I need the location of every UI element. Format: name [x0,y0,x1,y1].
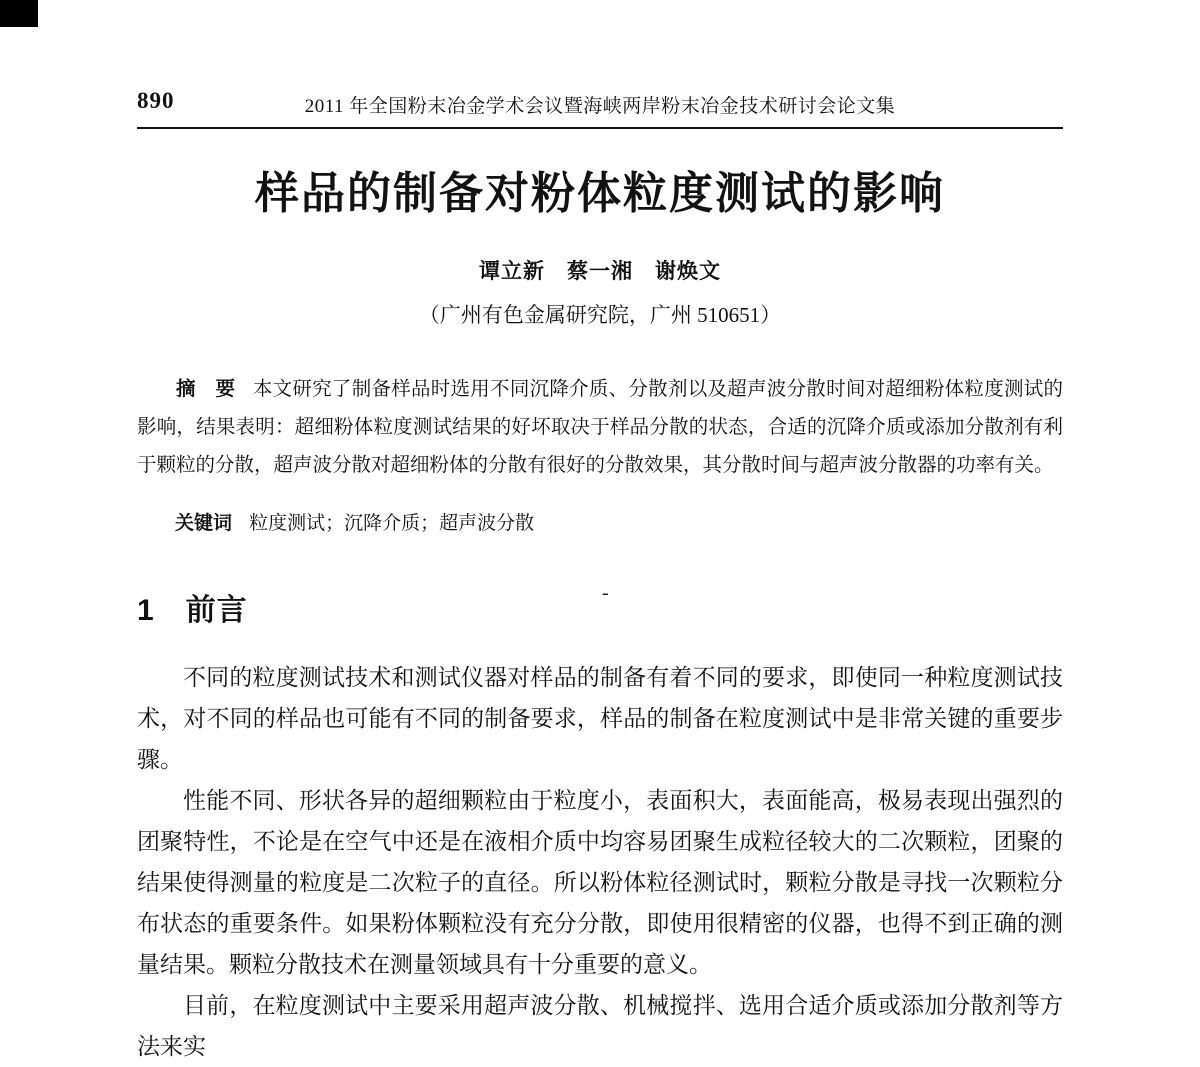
affiliation-line: （广州有色金属研究院，广州 510651） [418,303,782,327]
body-paragraph-2: 性能不同、形状各异的超细颗粒由于粒度小，表面积大，表面能高，极易表现出强烈的团聚特性，不论是在空气中还是在液相介质中均容易团聚生成粒径较大的二次颗粒，团聚的结果使得测量的粒度是二次粒子的直径。所以粉体粒径测试时，颗粒分散是寻找一次颗粒分布状态的重要条件。如果粉体颗粒没有充分分散，即使用很精密的仪器，也得不到正确的测量结果。颗粒分散技术在测量领域具有十分重要的意义。 [137,787,1063,977]
authors-line: 谭立新 蔡一湘 谢焕文 [479,259,721,283]
abstract-paragraph [137,371,1063,485]
paper-title: 样品的制备对粉体粒度测试的影响 [255,169,945,218]
page-header [137,86,1063,120]
header-rule [137,127,1063,129]
abstract-text: 本文研究了制备样品时选用不同沉降介质、分散剂以及超声波分散时间对超细粉体粒度测试的影响，结果表明：超细粉体粒度测试结果的好坏取决于样品分散的状态，合适的沉降介质或添加分散剂有利于颗粒的分散，超声波分散对超细粉体的分散有很好的分散效果，其分散时间与超声波分散器的功率有关。 [137,379,1063,476]
body-paragraph-3: 目前，在粒度测试中主要采用超声波分散、机械搅拌、选用合适介质或添加分散剂等方法来实 [137,992,1063,1059]
body-paragraph-1: 不同的粒度测试技术和测试仪器对样品的制备有着不同的要求，即使同一种粒度测试技术，对不同的样品也可能有不同的制备要求，样品的制备在粒度测试中是非常关键的重要步骤。 [137,664,1063,772]
scan-artifact-corner [0,0,38,27]
keywords-line [137,505,1063,543]
keywords-label: 关键词 [175,512,233,534]
page-number: 890 [137,88,175,113]
scan-artifact-dash: - [602,582,609,604]
proceedings-header: 2011 年全国粉末冶金学术会议暨海峡两岸粉末冶金技术研讨会论文集 [304,96,896,117]
keywords-text: 粒度测试；沉降介质；超声波分散 [249,512,535,534]
section-heading-intro: 1 前言 [137,593,248,627]
abstract-label: 摘 要 [176,379,236,400]
section-body [137,657,1063,1067]
